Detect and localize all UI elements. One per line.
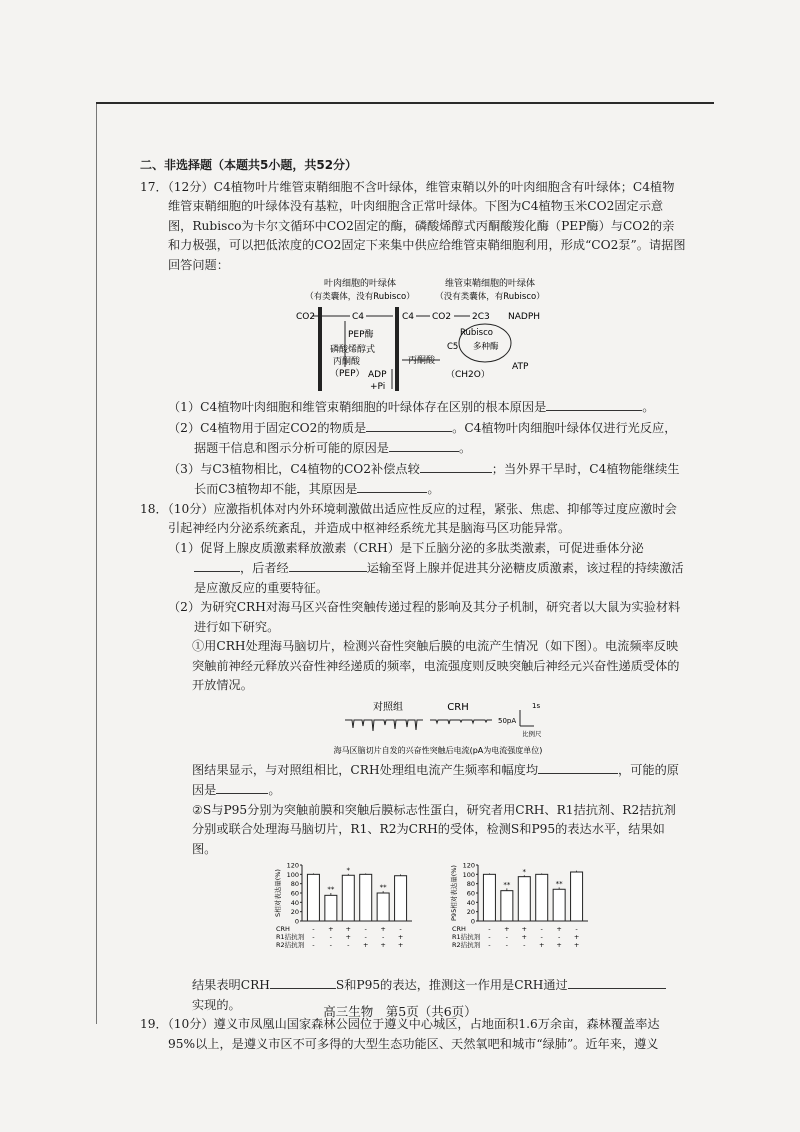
- chart-bar: [536, 874, 548, 921]
- q17-part1: （1）C4植物叶肉细胞和维管束鞘细胞的叶绿体存在区别的根本原因是 。: [140, 397, 686, 418]
- chart-ylabel: P95相对表达量(%): [450, 865, 458, 921]
- chart-treatment-mark: -: [488, 941, 491, 949]
- chart-treatment-mark: -: [575, 925, 578, 933]
- chart-treatment-mark: +: [521, 933, 528, 941]
- bar-charts: [140, 861, 686, 973]
- q17-part3: （3）与C3植物相比，C4植物的CO2补偿点较 ；当外界干旱时，C4植物能继续生长而C3植物却不能，其原因是 。: [140, 459, 686, 500]
- chart-y-tick-label: 0: [470, 917, 475, 926]
- chart-treatment-mark: -: [488, 933, 491, 941]
- q18-part1-text-c: 运输至肾上腺并促进其分泌糖皮质激素，该过程的持续激活是应激反应的重要特征。: [194, 561, 684, 595]
- chart-significance-label: **: [327, 885, 335, 894]
- chart-treatment-mark: +: [345, 933, 352, 941]
- chart-y-tick-label: 80: [290, 880, 299, 889]
- chart-treatment-mark: +: [573, 933, 580, 941]
- chart-treatment-mark: -: [329, 941, 333, 949]
- left-margin-rule: [96, 104, 97, 1024]
- q18-part2-1: ①用CRH处理海马脑切片，检测兴奋性突触后膜的电流产生情况（如下图）。电流频率反映突触前神经元释放兴奋性神经递质的频率，电流强度则反映突触后神经元兴奋性递质受体的开放情况。: [192, 639, 680, 692]
- chart-treatment-mark: +: [538, 941, 545, 949]
- chart-row-label: CRH: [276, 925, 290, 933]
- q18-result-blank-1[interactable]: [538, 760, 618, 774]
- chart-y-tick-label: 80: [466, 880, 475, 889]
- nadph-label: NADPH: [508, 312, 541, 322]
- trace-svg: [140, 698, 686, 758]
- chart-treatment-mark: +: [380, 941, 386, 949]
- chart-treatment-mark: +: [556, 925, 562, 933]
- q18-part1-blank-2[interactable]: [289, 558, 367, 572]
- chart-treatment-mark: -: [347, 941, 350, 949]
- q17-part3-blank-2[interactable]: [357, 479, 427, 493]
- c4-right: C4: [402, 312, 415, 322]
- ch2o-label: （CH2O）: [446, 370, 490, 380]
- chart-y-tick-label: 40: [466, 898, 475, 907]
- chart-row-label: CRH: [452, 925, 466, 933]
- q17-part3-text-a: （3）与C3植物相比，C4植物的CO2补偿点较: [168, 461, 420, 476]
- q18-part2-1-result: 图结果显示，与对照组相比，CRH处理组电流产生频率和幅度均 ，可能的原因是 。: [140, 760, 686, 801]
- chart-ylabel: S相对表达量(%): [274, 869, 282, 917]
- chart-significance-label: **: [503, 880, 511, 889]
- chart-treatment-mark: -: [312, 925, 315, 933]
- chart-significance-label: **: [555, 879, 563, 888]
- label-right: 维管束鞘细胞的叶绿体: [444, 279, 536, 289]
- chart-bar: [571, 872, 583, 921]
- chart-treatment-mark: +: [362, 941, 369, 949]
- trace-caption: 海马区脑切片自发的兴奋性突触后电流(pA为电流强度单位): [333, 745, 543, 755]
- bar-charts-svg: [140, 861, 686, 973]
- chart-treatment-mark: -: [557, 933, 561, 941]
- q17-part1-blank[interactable]: [546, 397, 642, 411]
- q18-part1: [140, 539, 686, 599]
- pep-label-3: （PEP）: [330, 369, 365, 379]
- q18-part1-text-b: ，后者经: [240, 561, 289, 575]
- enzymes-label: 多种酶: [473, 342, 499, 352]
- q19-stem: 19．（10分）遵义市凤凰山国家森林公园位于遵义中心城区，占地面积1.6万余亩，森林覆盖率达95%以上，是遵义市区不可多得的大型生态功能区、天然氧吧和城市“绿肺”。近年来，遵义: [140, 1017, 660, 1051]
- q18-conclusion-end: 实现的。: [192, 997, 241, 1012]
- q17-part2: （2）C4植物用于固定CO2的物质是 。C4植物叶肉细胞叶绿体仅进行光反应，据题干信息和图示分析可能的原因是 。: [140, 418, 686, 459]
- control-label: 对照组: [373, 701, 403, 713]
- q18-stem: 18．（10分）应激指机体对内外环境刺激做出适应性反应的过程，紧张、焦虑、抑郁等过度应激时会引起神经内分泌系统紊乱，并造成中枢神经系统尤其是脑海马区功能异常。: [140, 501, 677, 535]
- chart-bar: [518, 877, 530, 921]
- chart-bar: [360, 874, 372, 921]
- page-footer: 高三生物 第5页（共6页）: [323, 1004, 477, 1019]
- chart-treatment-mark: +: [521, 925, 528, 933]
- chart-y-tick-label: 40: [290, 898, 299, 907]
- chart-bar: [501, 891, 513, 921]
- chart-y-tick-label: 20: [466, 908, 475, 917]
- atp-label: ATP: [512, 362, 529, 372]
- chart-y-tick-label: 20: [290, 908, 299, 917]
- chart-treatment-mark: -: [540, 933, 543, 941]
- chart-treatment-mark: +: [345, 925, 352, 933]
- q18-part1-text-a: （1）促肾上腺皮质激素释放激素（CRH）是下丘脑分泌的多肽类激素，可促进垂体分泌: [168, 540, 644, 555]
- c5-label: C5: [447, 342, 459, 352]
- chart-treatment-mark: -: [540, 925, 543, 933]
- chart-bar: [553, 889, 565, 921]
- section-title: 二、非选择题（本题共5小题，共52分）: [140, 158, 358, 172]
- q18-conclusion-text-a: 结果表明CRH: [192, 978, 270, 992]
- chart-treatment-mark: +: [556, 941, 562, 949]
- chart-treatment-mark: +: [397, 933, 404, 941]
- chart-treatment-mark: -: [364, 925, 367, 933]
- crh-trace: [430, 720, 492, 724]
- q18-conclusion: [140, 975, 686, 996]
- q18-result-text-b: ，可能的原因是: [192, 762, 679, 797]
- chart-row-label: R2拮抗剂: [276, 941, 305, 949]
- q17-part2-text-b: 。C4植物叶肉细胞叶绿体仅进行光反应，据题干信息和图示分析可能的原因是: [194, 420, 677, 455]
- rubisco-label: Rubisco: [460, 328, 493, 338]
- chart-bar: [325, 895, 337, 921]
- chart-treatment-mark: -: [488, 925, 491, 933]
- chart-treatment-mark: -: [505, 941, 509, 949]
- chart-treatment-mark: -: [312, 941, 315, 949]
- q18-part1-blank-1[interactable]: [194, 558, 240, 572]
- chart-treatment-mark: -: [505, 933, 509, 941]
- crh-label: CRH: [447, 701, 469, 713]
- chart-bar: [377, 893, 389, 921]
- q17-part3-blank-1[interactable]: [420, 459, 492, 473]
- chart-bar: [395, 876, 407, 921]
- pep-enzyme: PEP酶: [348, 330, 374, 340]
- chart-treatment-mark: +: [380, 925, 386, 933]
- q17-part2-blank-2[interactable]: [389, 438, 459, 452]
- current-trace-figure: [140, 698, 686, 758]
- chart-treatment-mark: -: [523, 941, 526, 949]
- exam-content: [140, 156, 686, 1054]
- q18-result-text-a: 图结果显示，与对照组相比，CRH处理组电流产生频率和幅度均: [192, 762, 539, 777]
- chart-treatment-mark: -: [329, 933, 333, 941]
- q17-stem: 17．（12分）C4植物叶片维管束鞘细胞不含叶绿体，维管束鞘以外的叶肉细胞含有叶绿体；C4植物维管束鞘细胞的叶绿体没有基粒，叶肉细胞含正常叶绿体。下图为C4植物玉米CO2固定示意图，Rubisco为卡尔文循环中CO2固定的酶，磷酸烯醇式丙酮酸羧化酶（PEP酶）与CO2的亲和力极强，可以把低浓度的CO2固定下来集中供应给维管束鞘细胞利用，形成“CO2泵”。请据图回答问题：: [140, 179, 686, 272]
- q18-part2-2: ②S与P95分别为突触前膜和突触后膜标志性蛋白，研究者用CRH、R1拮抗剂、R2拮抗剂分别或联合处理海马脑切片，R1、R2为CRH的受体，检测S和P95的表达水平，结果如图。: [192, 802, 676, 856]
- pyruvate-label: 丙酮酸: [408, 356, 436, 366]
- q17-part3-text-b: ；当外界干旱时，C4植物能继续生长而C3植物却不能，其原因是: [194, 461, 680, 496]
- chart-treatment-mark: +: [573, 941, 580, 949]
- top-rule: [96, 102, 714, 104]
- chart-treatment-mark: -: [399, 925, 402, 933]
- chart-row-label: R2拮抗剂: [452, 941, 481, 949]
- scale-time: 1s: [532, 701, 541, 710]
- pep-label-2: 丙酮酸: [333, 357, 361, 367]
- chart-y-tick-label: 120: [286, 861, 299, 870]
- chart-row-label: R1拮抗剂: [452, 933, 481, 941]
- chart-bar: [483, 874, 495, 921]
- pep-label-1: 磷酸烯醇式: [330, 345, 376, 355]
- chart-treatment-mark: -: [381, 933, 385, 941]
- chart-y-tick-label: 60: [466, 889, 475, 898]
- chart-y-tick-label: 100: [286, 870, 299, 879]
- chart-treatment-mark: +: [328, 925, 334, 933]
- pi-label: +Pi: [370, 382, 386, 392]
- chart-bar: [342, 875, 354, 921]
- chart-significance-label: *: [522, 867, 527, 876]
- chart-y-tick-label: 100: [462, 870, 475, 879]
- q18-conclusion-text-b: S和P95的表达，推测这一作用是CRH通过: [335, 978, 568, 992]
- q17-part2-blank-1[interactable]: [366, 418, 452, 432]
- chart-row-label: R1拮抗剂: [276, 933, 305, 941]
- chart-treatment-mark: +: [504, 925, 510, 933]
- chart-y-tick-label: 120: [462, 861, 475, 870]
- c3-2: 2C3: [472, 312, 490, 322]
- chart-treatment-mark: -: [312, 933, 315, 941]
- co2-right: CO2: [432, 312, 452, 322]
- q18-conclusion-blank-2[interactable]: [568, 975, 666, 989]
- c4-left: C4: [352, 312, 365, 322]
- q18-conclusion-blank-1[interactable]: [270, 975, 336, 989]
- label-right-sub: （没有类囊体，有Rubisco）: [435, 292, 545, 302]
- c4-diagram-svg: [140, 277, 686, 395]
- chart-y-tick-label: 0: [294, 917, 299, 926]
- chart-significance-label: **: [379, 883, 387, 892]
- adp-label: ADP: [368, 370, 387, 380]
- scale-amp: 50pA: [498, 716, 517, 725]
- label-left-sub: （有类囊体，没有Rubisco）: [305, 292, 415, 302]
- chart-treatment-mark: -: [364, 933, 367, 941]
- scale-time-sub: 比例尺: [522, 729, 542, 738]
- chart-y-tick-label: 60: [290, 889, 299, 898]
- control-trace: [345, 720, 423, 731]
- c4-diagram: [140, 277, 686, 395]
- chart-bar: [307, 874, 319, 921]
- q18-part2: （2）为研究CRH对海马区兴奋性突触传递过程的影响及其分子机制，研究者以大鼠为实验材料进行如下研究。: [168, 600, 681, 634]
- label-left: 叶肉细胞的叶绿体: [323, 279, 397, 289]
- co2-left: CO2: [296, 312, 316, 322]
- q17-part1-text: （1）C4植物叶肉细胞和维管束鞘细胞的叶绿体存在区别的根本原因是: [168, 400, 547, 414]
- q18-result-blank-2[interactable]: [216, 780, 268, 794]
- q17-part2-text-a: （2）C4植物用于固定CO2的物质是: [168, 420, 367, 435]
- chart-treatment-mark: +: [397, 941, 404, 949]
- chart-significance-label: *: [346, 866, 351, 875]
